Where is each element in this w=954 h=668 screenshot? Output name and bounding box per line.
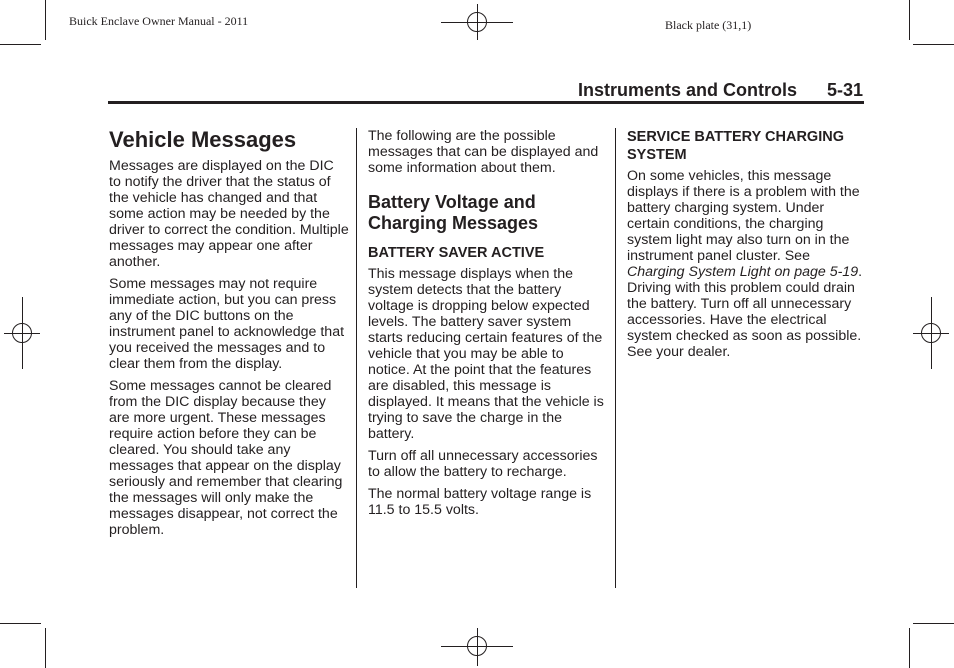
crop-mark: [913, 623, 954, 624]
column-1: [109, 128, 349, 544]
crop-mark: [909, 628, 910, 668]
paragraph: This message displays when the system detects that the battery voltage is dropping below expected levels. The battery saver system starts reducing certain features of the vehicle that you may be able to notice. At the point that the features are disabled, this message is displayed. It means that the vehicle is trying to save the charge in the battery.: [368, 266, 604, 442]
cross-reference-link[interactable]: Charging System Light on page 5-19: [627, 264, 859, 280]
section-title: Instruments and Controls: [577, 80, 797, 100]
section-heading: Battery Voltage and Charging Messages: [368, 192, 539, 233]
message-heading: SERVICE BATTERY CHARGING SYSTEM: [627, 129, 844, 163]
crop-mark: [45, 0, 46, 40]
registration-circle: [467, 12, 487, 32]
crop-mark: [913, 44, 954, 45]
paragraph: The following are the possible messages that can be displayed and some information about them.: [368, 128, 599, 176]
text-run: On some vehicles, this message displays if there is a problem with the battery charging system. Under certain conditions, the charging system light may also turn on in the instrument panel cluster. See: [627, 168, 860, 264]
page-number: 5-31: [826, 80, 863, 100]
registration-circle: [921, 323, 941, 343]
paragraph: Some messages may not require immediate action, but you can press any of the DIC buttons on the instrument panel to acknowledge that you received the messages and to clear them from the display.: [109, 276, 345, 372]
paragraph: The normal battery voltage range is 11.5 to 15.5 volts.: [368, 486, 592, 518]
header-rule: [108, 101, 864, 104]
column-2: [368, 128, 606, 524]
manual-title: Buick Enclave Owner Manual - 2011: [69, 14, 249, 28]
running-head: [578, 80, 863, 101]
message-heading: BATTERY SAVER ACTIVE: [368, 245, 545, 261]
crop-mark: [0, 623, 41, 624]
registration-circle: [467, 636, 487, 656]
crop-mark: [45, 628, 46, 668]
text-run: . Driving with this problem could drain the battery. Turn off all unnecessary accessories. Have the electrical system checked as soon as possible. See your dealer.: [627, 264, 863, 360]
paragraph: Some messages cannot be cleared from the DIC display because they are more urgent. These messages require action before they can be cleared. You should take any messages that appear on the display seriously and remember that clearing the messages will only make the messages disappear, not correct the problem.: [109, 378, 343, 538]
page-title: Vehicle Messages: [109, 127, 297, 152]
paragraph: Turn off all unnecessary accessories to allow the battery to recharge.: [368, 448, 598, 480]
crop-mark: [909, 0, 910, 40]
column-divider: [356, 128, 357, 588]
column-divider: [615, 128, 616, 588]
crop-mark: [0, 44, 41, 45]
paragraph: Messages are displayed on the DIC to notify the driver that the status of the vehicle has changed and that some action may be needed by the driver to correct the condition. Multiple messages may appear one after another.: [109, 158, 349, 270]
registration-circle: [12, 323, 32, 343]
paragraph: [627, 168, 863, 360]
plate-label: Black plate (31,1): [665, 18, 752, 32]
column-3: [627, 128, 863, 366]
